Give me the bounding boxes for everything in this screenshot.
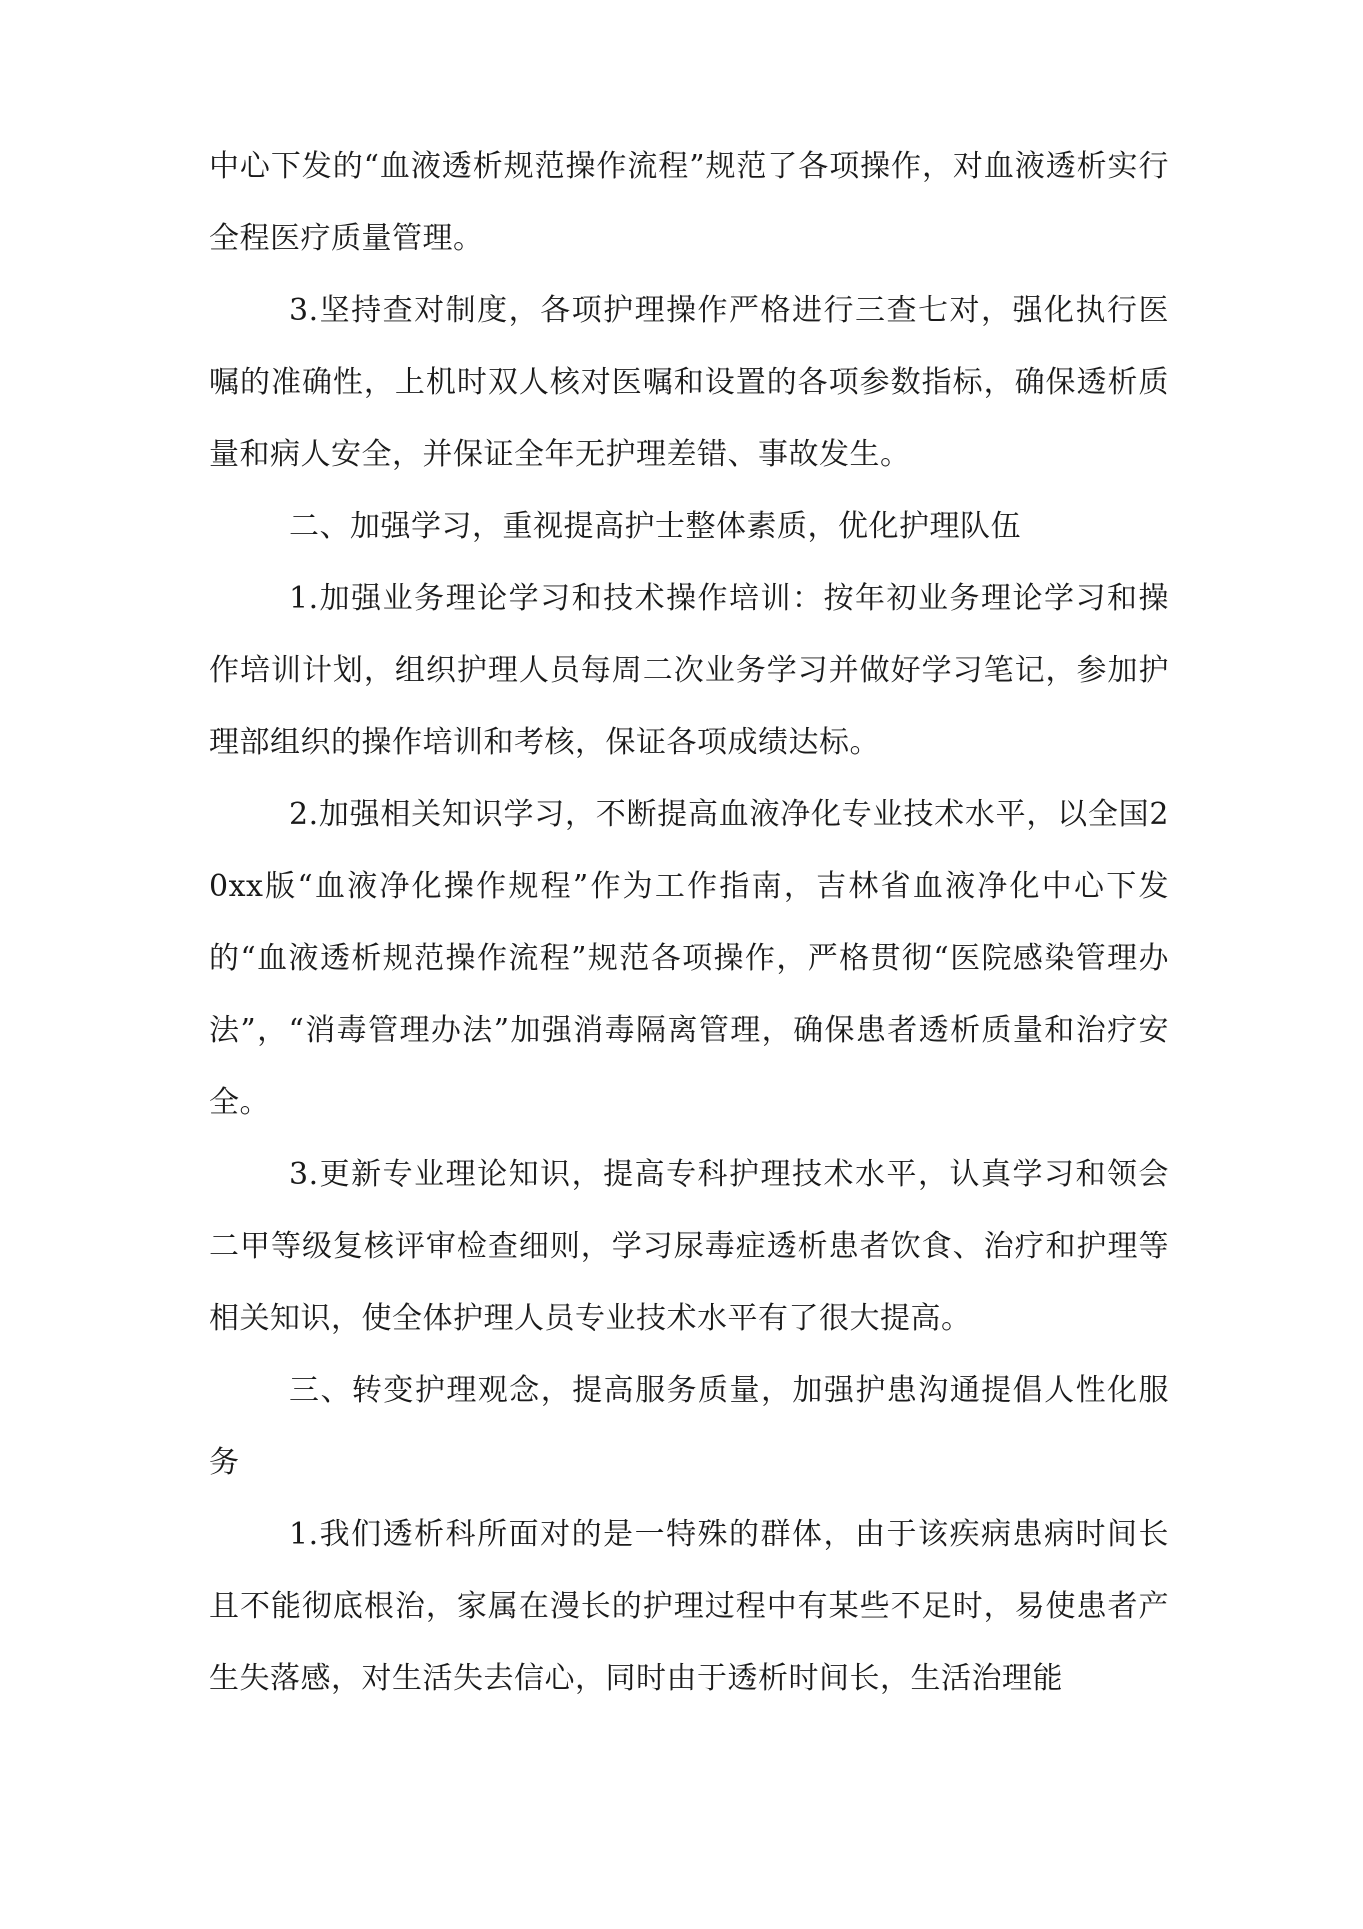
paragraph-4: 2.加强相关知识学习，不断提高血液净化专业技术水平，以全国20xx版“血液净化操作规程”作为工作指南，吉林省血液净化中心下发的“血液透析规范操作流程”规范各项操作，严格贯彻“医院感染管理办法”，“消毒管理办法”加强消毒隔离管理，确保患者透析质量和治疗安全。: [209, 797, 1169, 1120]
paragraph-6: 1.我们透析科所面对的是一特殊的群体，由于该疾病患病时间长且不能彻底根治，家属在漫长的护理过程中有某些不足时，易使患者产生失落感，对生活失去信心，同时由于透析时间长，生活治理能: [209, 1517, 1169, 1696]
document-body: [209, 131, 1169, 1715]
section-heading-2: 二、加强学习，重视提高护士整体素质，优化护理队伍: [289, 509, 1021, 544]
paragraph-2: 3.坚持查对制度，各项护理操作严格进行三查七对，强化执行医嘱的准确性，上机时双人核对医嘱和设置的各项参数指标，确保透析质量和病人安全，并保证全年无护理差错、事故发生。: [209, 293, 1169, 472]
paragraph-5: 3.更新专业理论知识，提高专科护理技术水平，认真学习和领会二甲等级复核评审检查细则，学习尿毒症透析患者饮食、治疗和护理等相关知识，使全体护理人员专业技术水平有了很大提高。: [209, 1157, 1169, 1336]
paragraph-1: 中心下发的“血液透析规范操作流程”规范了各项操作，对血液透析实行全程医疗质量管理。: [209, 149, 1169, 256]
section-heading-3: 三、转变护理观念，提高服务质量，加强护患沟通提倡人性化服务: [209, 1373, 1169, 1480]
paragraph-3: 1.加强业务理论学习和技术操作培训：按年初业务理论学习和操作培训计划，组织护理人员每周二次业务学习并做好学习笔记，参加护理部组织的操作培训和考核，保证各项成绩达标。: [209, 581, 1169, 760]
